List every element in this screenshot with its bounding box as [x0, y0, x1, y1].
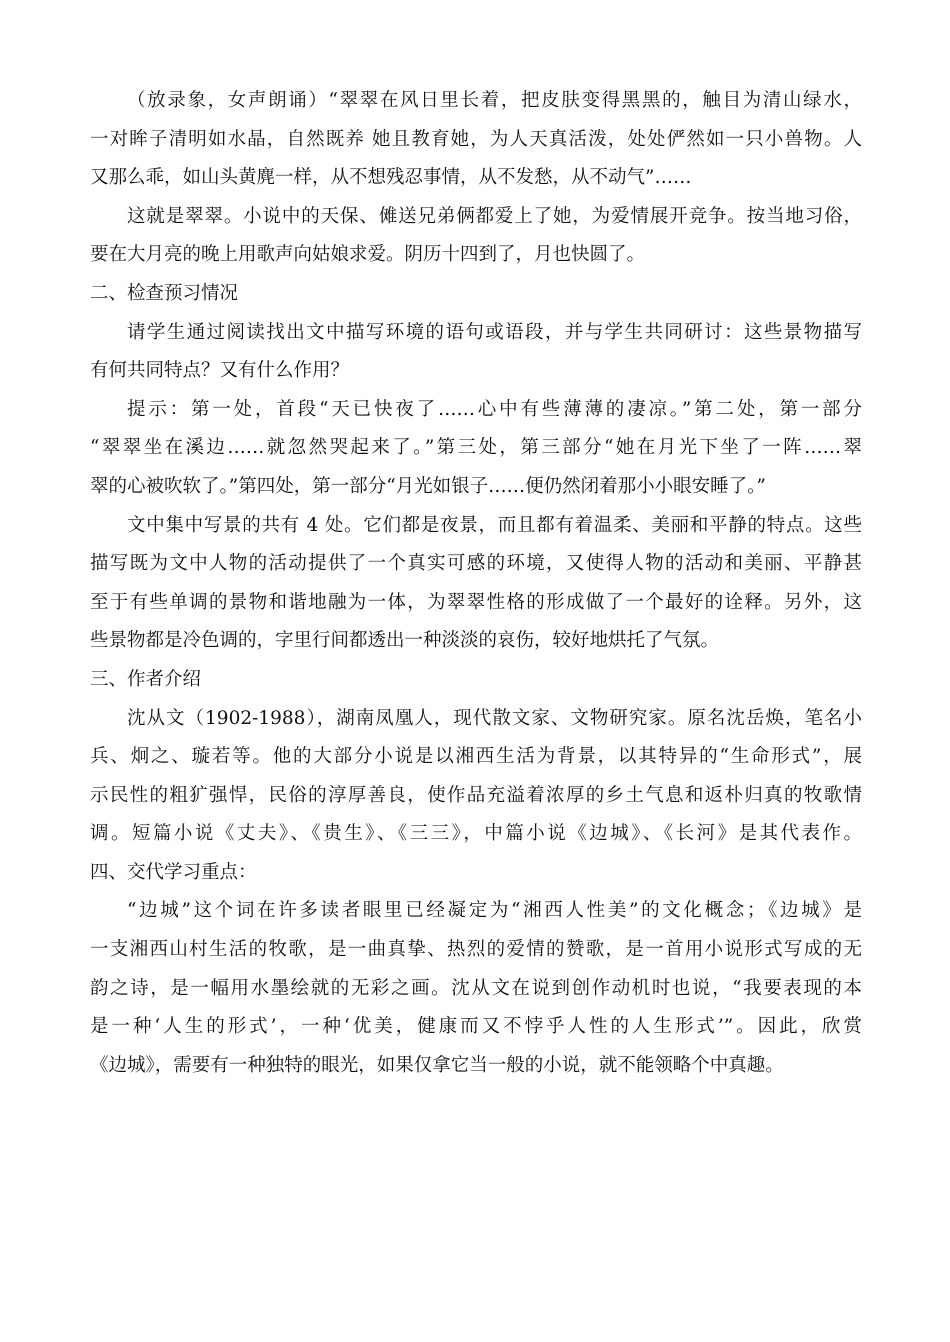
section-heading-author-intro: 三、作者介绍 [90, 668, 202, 690]
paragraph-line: 描写既为文中人物的活动提供了一个真实可感的环境，又使得人物的活动和美丽、平静甚 [90, 553, 862, 575]
paragraph-line: 调。短篇小说《丈夫》、《贵生》、《三三》，中篇小说《边城》、《长河》是其代表作。 [90, 823, 862, 845]
section-heading-study-focus: 四、交代学习重点： [90, 861, 257, 883]
paragraph-line: 至于有些单调的景物和谐地融为一体，为翠翠性格的形成做了一个最好的诠释。另外，这 [90, 591, 862, 613]
author-paragraph [90, 700, 862, 854]
paragraph-line: 一对眸子清明如水晶，自然既养 她且教育她，为人天真活泼，处处俨然如一只小兽物。人 [90, 128, 862, 150]
paragraph-line: （放录象，女声朗诵）“翠翠在风日里长着，把皮肤变得黑黑的，触目为清山绿水， [127, 90, 862, 111]
paragraph-line: 一支湘西山村生活的牧歌，是一曲真挚、热烈的爱情的赞歌，是一首用小说形式写成的无 [90, 939, 862, 961]
paragraph-line: 又那么乖，如山头黄麂一样，从不想残忍事情，从不发愁，从不动气”…… [90, 167, 692, 189]
paragraph-line: 提示：第一处，首段“天已快夜了……心中有些薄薄的凄凉。”第二处，第一部分 [127, 398, 862, 420]
paragraph-line: 些景物都是冷色调的，字里行间都透出一种淡淡的哀伤，较好地烘托了气氛。 [90, 630, 720, 652]
paragraph-line: 兵、炯之、璇若等。他的大部分小说是以湘西生活为背景，以其特异的“生命形式”，展 [90, 746, 862, 768]
paragraph-line: 有何共同特点？又有什么作用？ [90, 360, 350, 382]
intro-quote-paragraph [90, 82, 862, 198]
paragraph-line: 《边城》，需要有一种独特的眼光，如果仅拿它当一般的小说，就不能领略个中真趣。 [90, 1054, 784, 1076]
document-page [90, 82, 862, 1085]
paragraph-line: 示民性的粗犷强悍，民俗的淳厚善良，使作品充溢着浓厚的乡土气息和返朴归真的牧歌情 [90, 784, 862, 806]
paragraph-line: 沈从文（1902-1988），湖南凤凰人，现代散文家、文物研究家。原名沈岳焕，笔名小 [127, 707, 862, 729]
analysis-paragraph [90, 507, 862, 661]
paragraph-line: 请学生通过阅读找出文中描写环境的语句或语段，并与学生共同研讨：这些景物描写 [127, 321, 862, 343]
paragraph-line: “边城”这个词在许多读者眼里已经凝定为“湘西人性美”的文化概念；《边城》是 [127, 900, 862, 922]
hint-paragraph [90, 391, 862, 507]
paragraph-line: 文中集中写景的共有 4 处。它们都是夜景，而且都有着温柔、美丽和平静的特点。这些 [127, 514, 862, 536]
intro-summary-paragraph [90, 198, 862, 275]
paragraph-line: 韵之诗，是一幅用水墨绘就的无彩之画。沈从文在说到创作动机时也说，“我要表现的本 [90, 977, 862, 999]
question-paragraph [90, 314, 862, 391]
paragraph-line: 这就是翠翠。小说中的天保、傩送兄弟俩都爱上了她，为爱情展开竞争。按当地习俗， [127, 205, 862, 227]
focus-paragraph [90, 892, 862, 1085]
paragraph-line: 要在大月亮的晚上用歌声向姑娘求爱。阴历十四到了，月也快圆了。 [90, 244, 646, 266]
paragraph-line: 翠的心被吹软了。”第四处，第一部分“月光如银子……便仍然闭着那小小眼安睡了。” [90, 475, 766, 497]
paragraph-line: “翠翠坐在溪边……就忽然哭起来了。”第三处，第三部分“她在月光下坐了一阵……翠 [90, 437, 862, 459]
paragraph-line: 是一种‘人生的形式’，一种‘优美，健康而又不悖乎人性的人生形式’”。因此，欣赏 [90, 1016, 862, 1038]
section-heading-preview-check: 二、检查预习情况 [90, 282, 239, 304]
